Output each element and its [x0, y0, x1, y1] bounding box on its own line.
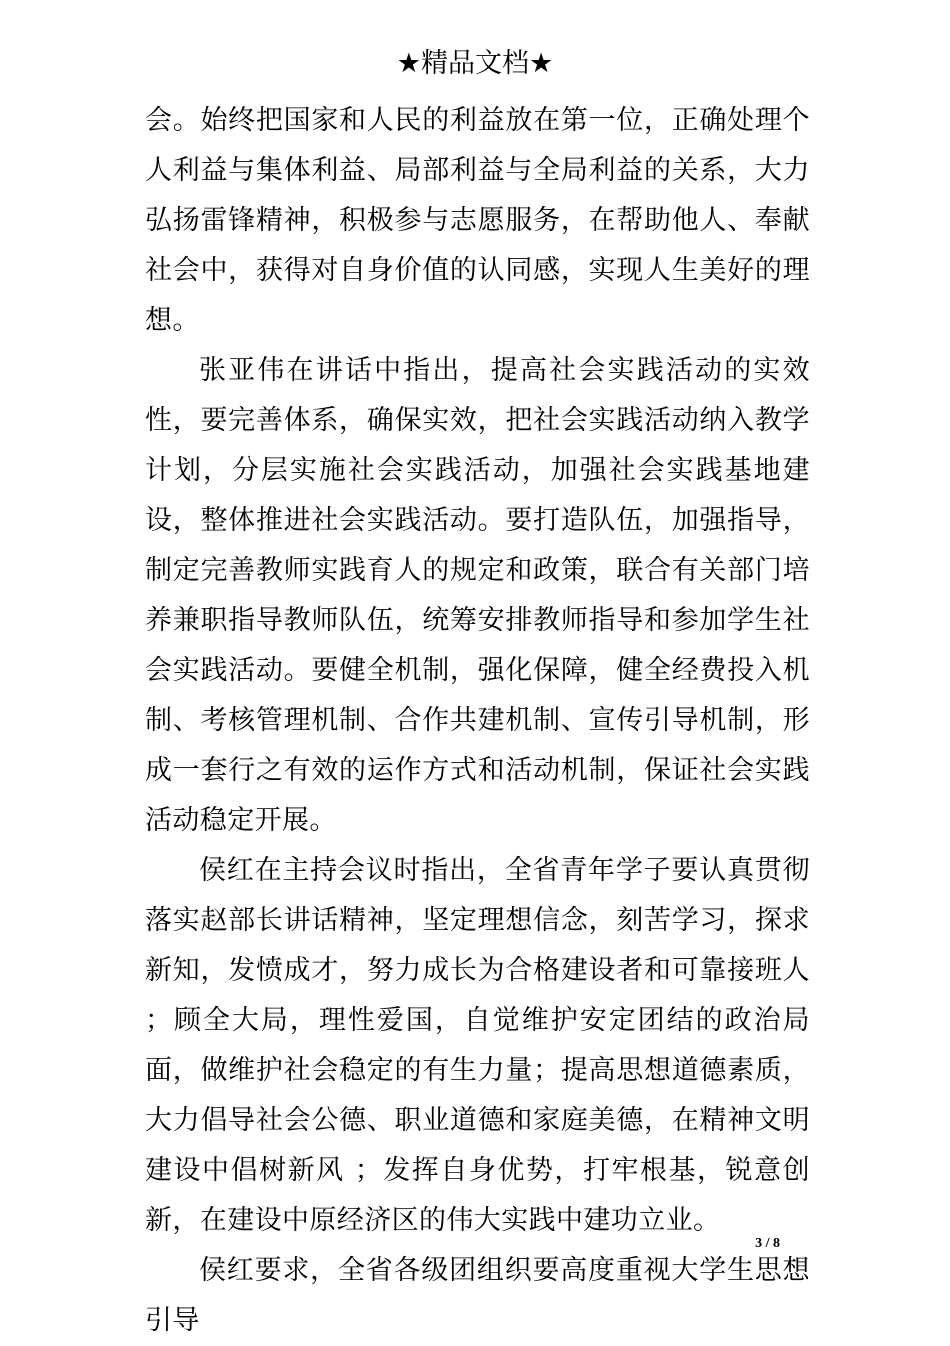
paragraph-1: 会。始终把国家和人民的利益放在第一位，正确处理个人利益与集体利益、局部利益与全局利益的关系，大力弘扬雷锋精神，积极参与志愿服务，在帮助他人、奉献社会中，获得对自身价值的认同感，实现人生美好的理想。: [145, 105, 810, 336]
page-number: 3 / 8: [755, 1236, 780, 1251]
page-header-title: ★精品文档★: [396, 48, 554, 79]
document-body: [145, 96, 810, 1346]
paragraph-2: 张亚伟在讲话中指出，提高社会实践活动的实效性，要完善体系，确保实效，把社会实践活动纳入教学计划，分层实施社会实践活动，加强社会实践基地建设，整体推进社会实践活动。要打造队伍，加强指导，制定完善教师实践育人的规定和政策，联合有关部门培养兼职指导教师队伍，统筹安排教师指导和参加学生社会实践活动。要健全机制，强化保障，健全经费投入机制、考核管理机制、合作共建机制、宣传引导机制，形成一套行之有效的运作方式和活动机制，保证社会实践活动稳定开展。: [145, 355, 810, 836]
paragraph-4: 侯红要求，全省各级团组织要高度重视大学生思想引导: [145, 1255, 810, 1336]
paragraph-3: 侯红在主持会议时指出，全省青年学子要认真贯彻落实赵部长讲话精神，坚定理想信念，刻苦学习，探求新知，发愤成才，努力成长为合格建设者和可靠接班人 ；顾全大局，理性爱国，自觉维护安定团结的政治局面，做维护社会稳定的有生力量；提高思想道德素质，大力倡导社会公德、职业道德和家庭美德，在精神文明建设中倡树新风 ；发挥自身优势，打牢根基，锐意创新，在建设中原经济区的伟大实践中建功立业。: [145, 855, 810, 1236]
